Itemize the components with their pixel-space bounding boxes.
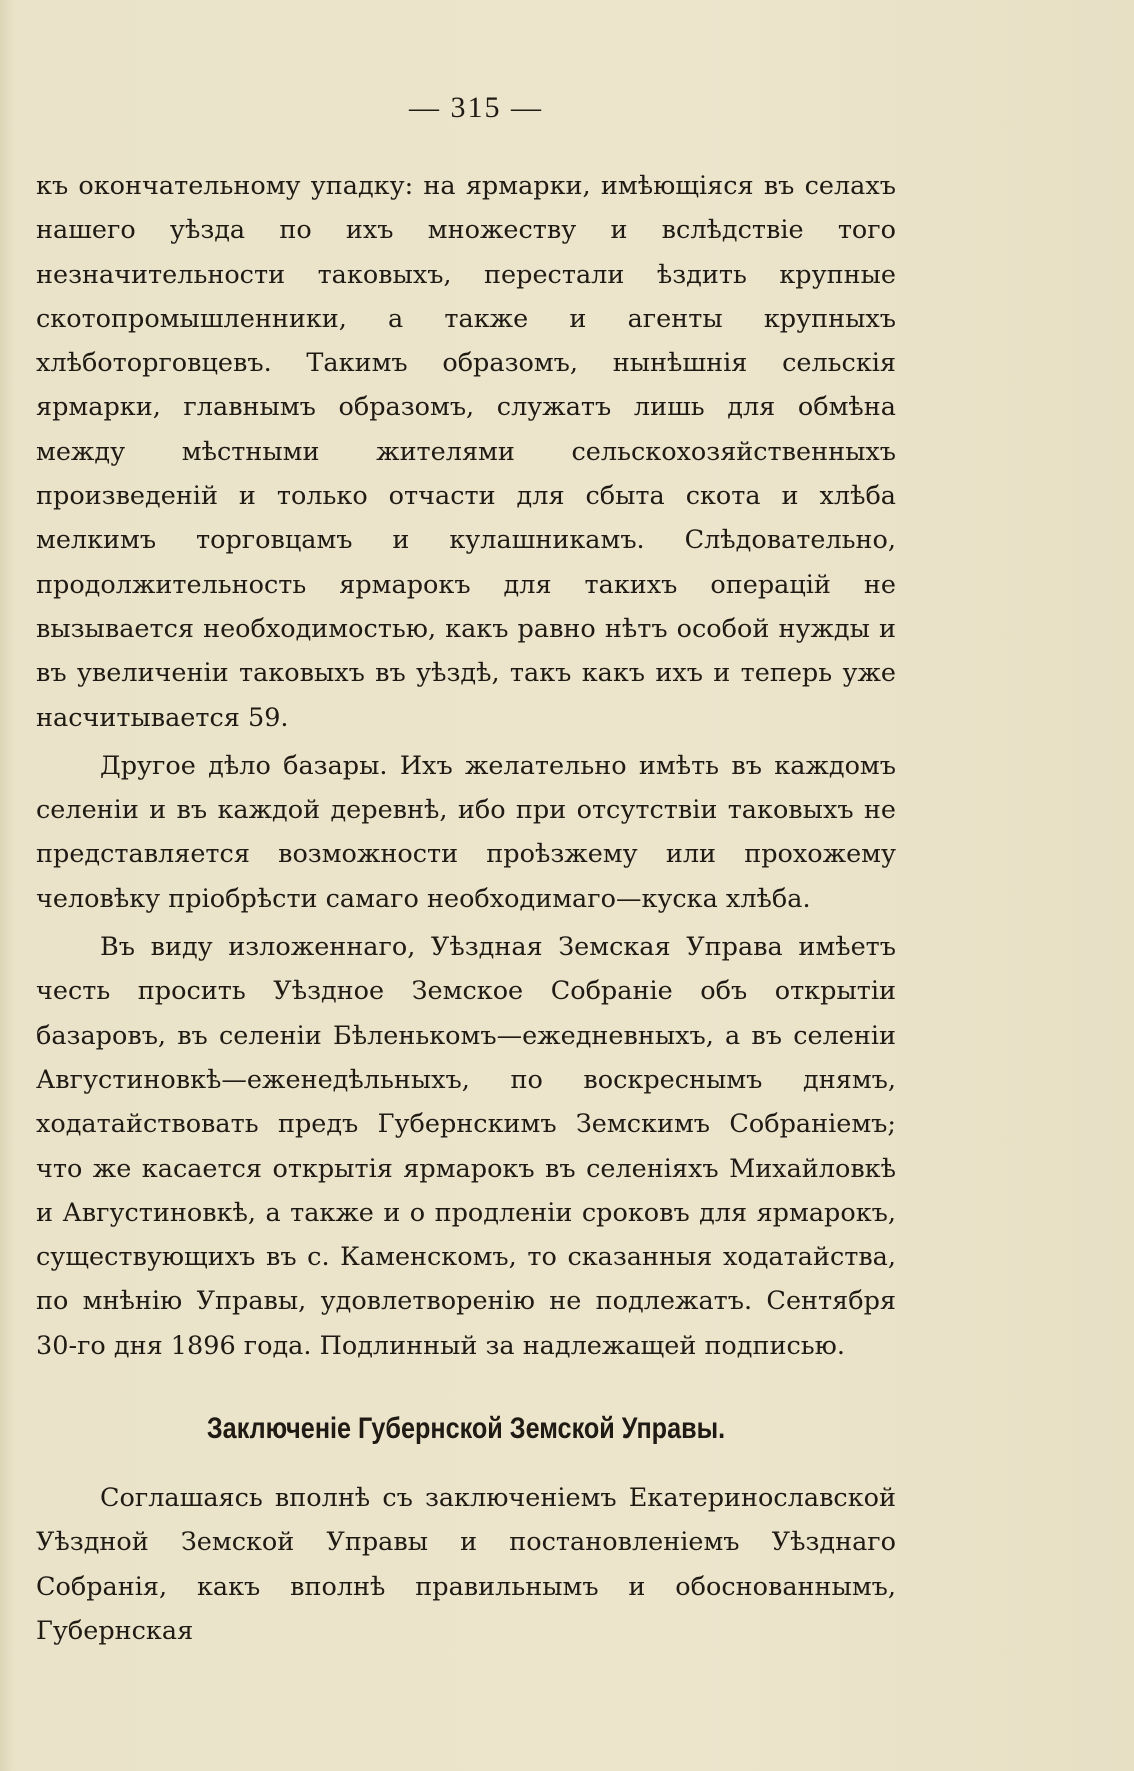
paragraph-petition: Въ виду изложеннаго, Уѣздная Земская Управа имѣетъ честь просить Уѣздное Земское Собраніе объ открытіи базаровъ, въ селеніи Бѣленькомъ—ежедневныхъ, а въ селеніи Августиновкѣ—еженедѣльныхъ, по воскреснымъ днямъ, ходатайствовать предъ Губернскимъ Земскимъ Собраніемъ; что же касается открытія ярмарокъ въ селеніяхъ Михайловкѣ и Августиновкѣ, а также и о продленіи сроковъ для ярмарокъ, существующихъ въ с. Каменскомъ, то сказанныя ходатайства, по мнѣнію Управы, удовлетворенію не подлежатъ. Сентября 30-го дня 1896 года. Подлинный за надлежащей подписью.	[36, 932, 896, 1361]
section-heading: Заключеніе Губернской Земской Управы.	[206, 1412, 726, 1446]
paragraph-conclusion: Соглашаясь вполнѣ съ заключеніемъ Екатеринославской Уѣздной Земской Управы и постановленіемъ Уѣзднаго Собранія, какъ вполнѣ правильнымъ и обоснованнымъ, Губернская	[36, 1483, 896, 1646]
page-content	[36, 88, 896, 1653]
page-number: — 315 —	[409, 91, 543, 124]
paragraph-bazaars: Другое дѣло базары. Ихъ желательно имѣть въ каждомъ селеніи и въ каждой деревнѣ, ибо при отсутствіи таковыхъ не представляется возможности проѣзжему или прохожему человѣку пріобрѣсти самаго необходимаго—куска хлѣба.	[36, 750, 896, 914]
paragraph-continuation: къ окончательному упадку: на ярмарки, имѣющіяся въ селахъ нашего уѣзда по ихъ множеству и вслѣдствіе того незначительности таковыхъ, перестали ѣздить крупные скотопромышленники, а также и агенты крупныхъ хлѣботорговцевъ. Такимъ образомъ, нынѣшнія сельскія ярмарки, главнымъ образомъ, служатъ лишь для обмѣна между мѣстными жителями сельскохозяйственныхъ произведеній и только отчасти для сбыта скота и хлѣба мелкимъ торговцамъ и кулашникамъ. Слѣдовательно, продолжительность ярмарокъ для такихъ операцій не вызывается необходимостью, какъ равно нѣтъ особой нужды и въ увеличеніи таковыхъ въ уѣздѣ, такъ какъ ихъ и теперь уже насчитывается 59.	[36, 171, 896, 733]
